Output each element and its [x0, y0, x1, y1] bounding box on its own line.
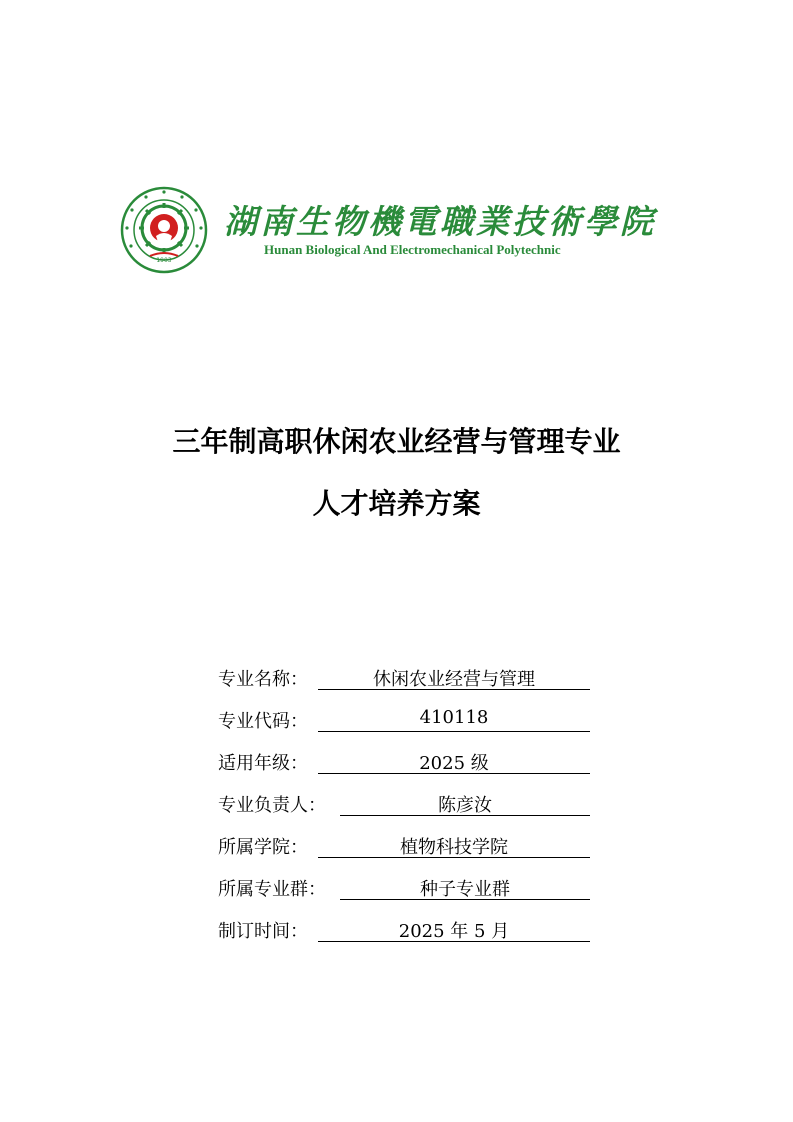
info-label: 所属专业群： — [218, 879, 326, 900]
info-value: 种子专业群 — [420, 879, 510, 900]
info-row-grade — [218, 749, 598, 791]
program-info-table — [218, 665, 598, 959]
info-value: 植物科技学院 — [400, 837, 508, 858]
info-value: 陈彦汝 — [438, 795, 492, 816]
info-label: 专业负责人： — [218, 795, 326, 816]
info-label: 专业代码： — [218, 711, 308, 732]
school-logo-block — [120, 186, 680, 276]
document-title-line-2: 人才培养方案 — [312, 487, 481, 520]
info-row-major-code — [218, 707, 598, 749]
info-label: 专业名称： — [218, 669, 308, 690]
info-underline — [318, 731, 590, 732]
info-row-lead — [218, 791, 598, 833]
info-value: 休闲农业经营与管理 — [373, 669, 535, 690]
info-row-date — [218, 917, 598, 959]
seal-year: 1903 — [156, 257, 172, 264]
info-value: 410118 — [419, 707, 489, 728]
document-title-line-1: 三年制高职休闲农业经营与管理专业 — [172, 425, 621, 458]
info-label: 适用年级： — [218, 753, 308, 774]
info-label: 制订时间： — [218, 921, 308, 942]
info-row-major-name — [218, 665, 598, 707]
info-row-group — [218, 875, 598, 917]
info-value: 2025 年 5 月 — [398, 921, 510, 942]
info-value: 2025 级 — [419, 753, 489, 774]
school-seal-icon — [120, 186, 208, 274]
school-name-en: Hunan Biological And Electromechanical Polytechnic — [264, 242, 561, 257]
school-name-cn: 湖南生物機電職業技術學院 — [224, 202, 656, 241]
info-label: 所属学院： — [218, 837, 308, 858]
info-row-college — [218, 833, 598, 875]
